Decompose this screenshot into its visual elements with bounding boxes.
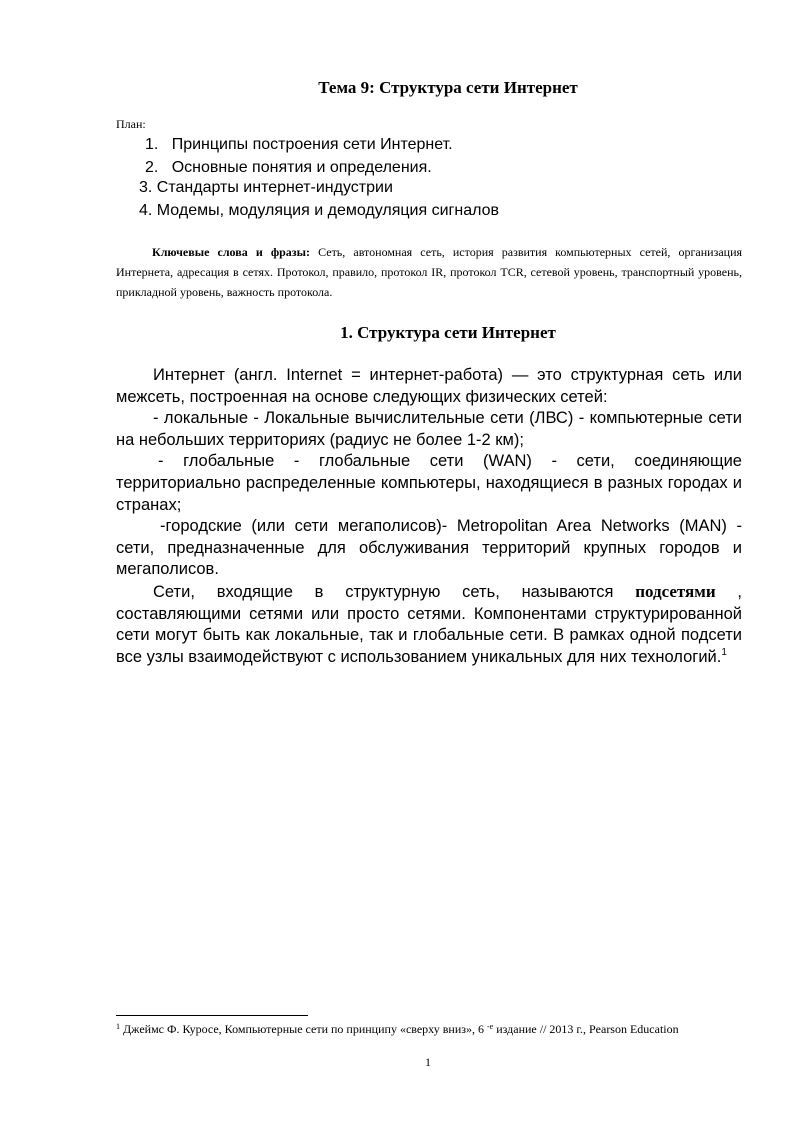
plan-item-text: Основные понятия и определения. xyxy=(171,159,432,176)
subnets-term: подсетями xyxy=(635,581,716,601)
keywords-text: Сеть, автономная сеть, история развития компьютерных сетей, организация Интернета, адресация в сетях. Протокол, правило, протокол IR, протокол TCR, сетевой уровень, транспортный уровень, прикладной уровень, важность протокола. xyxy=(116,245,743,299)
keywords-label: Ключевые слова и фразы: xyxy=(152,245,310,259)
paragraph-subnets xyxy=(116,581,742,668)
paragraph-metropolitan-networks: -городские (или сети мегаполисов)- Metropolitan Area Networks (MAN) - сети, предназначенные для обслуживания территорий крупных городов и мегаполисов. xyxy=(116,517,742,579)
footnote-separator xyxy=(116,1015,308,1016)
section-body xyxy=(116,365,742,668)
footnote-text-after: издание // 2013 г., Pearson Education xyxy=(493,1022,679,1036)
paragraph-internet-definition: Интернет (англ. Internet = интернет-работа) — это структурная сеть или межсеть, построенная на основе следующих физических сетей: xyxy=(116,366,742,406)
paragraph-global-networks: - глобальные - глобальные сети (WAN) - сети, соединяющие территориально распределенные компьютеры, находящиеся в разных городах и странах; xyxy=(116,452,742,514)
plan-item-number: 4. xyxy=(139,202,153,219)
plan-item-text: Стандарты интернет-индустрии xyxy=(156,179,393,196)
plan-label: План: xyxy=(116,117,146,131)
plan-item-number: 1. xyxy=(145,136,159,153)
footnote-text-before: Джеймс Ф. Куросе, Компьютерные сети по принципу «сверху вниз», 6 xyxy=(120,1022,487,1036)
plan-item-4 xyxy=(139,199,499,222)
plan-item-text: Принципы построения сети Интернет. xyxy=(171,136,453,153)
footnote-ordinal-suffix: -е xyxy=(486,1022,494,1031)
subnets-text-after: , составляющими сетями или просто сетями. Компонентами структурированной сети могут быть как локальные, так и глобальные сети. В рамках одной подсети все узлы взаимодействуют с использованием уникальных для них технологий. xyxy=(116,582,742,666)
plan-item-number: 3. xyxy=(139,179,153,196)
footnote xyxy=(116,1021,742,1037)
footnote-mark: 1 xyxy=(116,1022,120,1031)
keywords-paragraph xyxy=(116,242,742,302)
plan-item-1 xyxy=(145,133,453,156)
subnets-text-before: Сети, входящие в структурную сеть, называются xyxy=(153,582,636,601)
plan-item-number: 2. xyxy=(145,159,159,176)
section-title: 1. Структура сети Интернет xyxy=(340,323,556,342)
footnote-reference[interactable]: 1 xyxy=(721,646,727,658)
plan-item-text: Модемы, модуляция и демодуляция сигналов xyxy=(156,202,499,219)
plan-item-3 xyxy=(139,176,393,199)
page-title: Тема 9: Структура сети Интернет xyxy=(318,78,578,97)
paragraph-local-networks: - локальные - Локальные вычислительные сети (ЛВС) - компьютерные сети на небольших территориях (радиус не более 1-2 км); xyxy=(116,409,742,449)
page-number: 1 xyxy=(425,1055,431,1069)
